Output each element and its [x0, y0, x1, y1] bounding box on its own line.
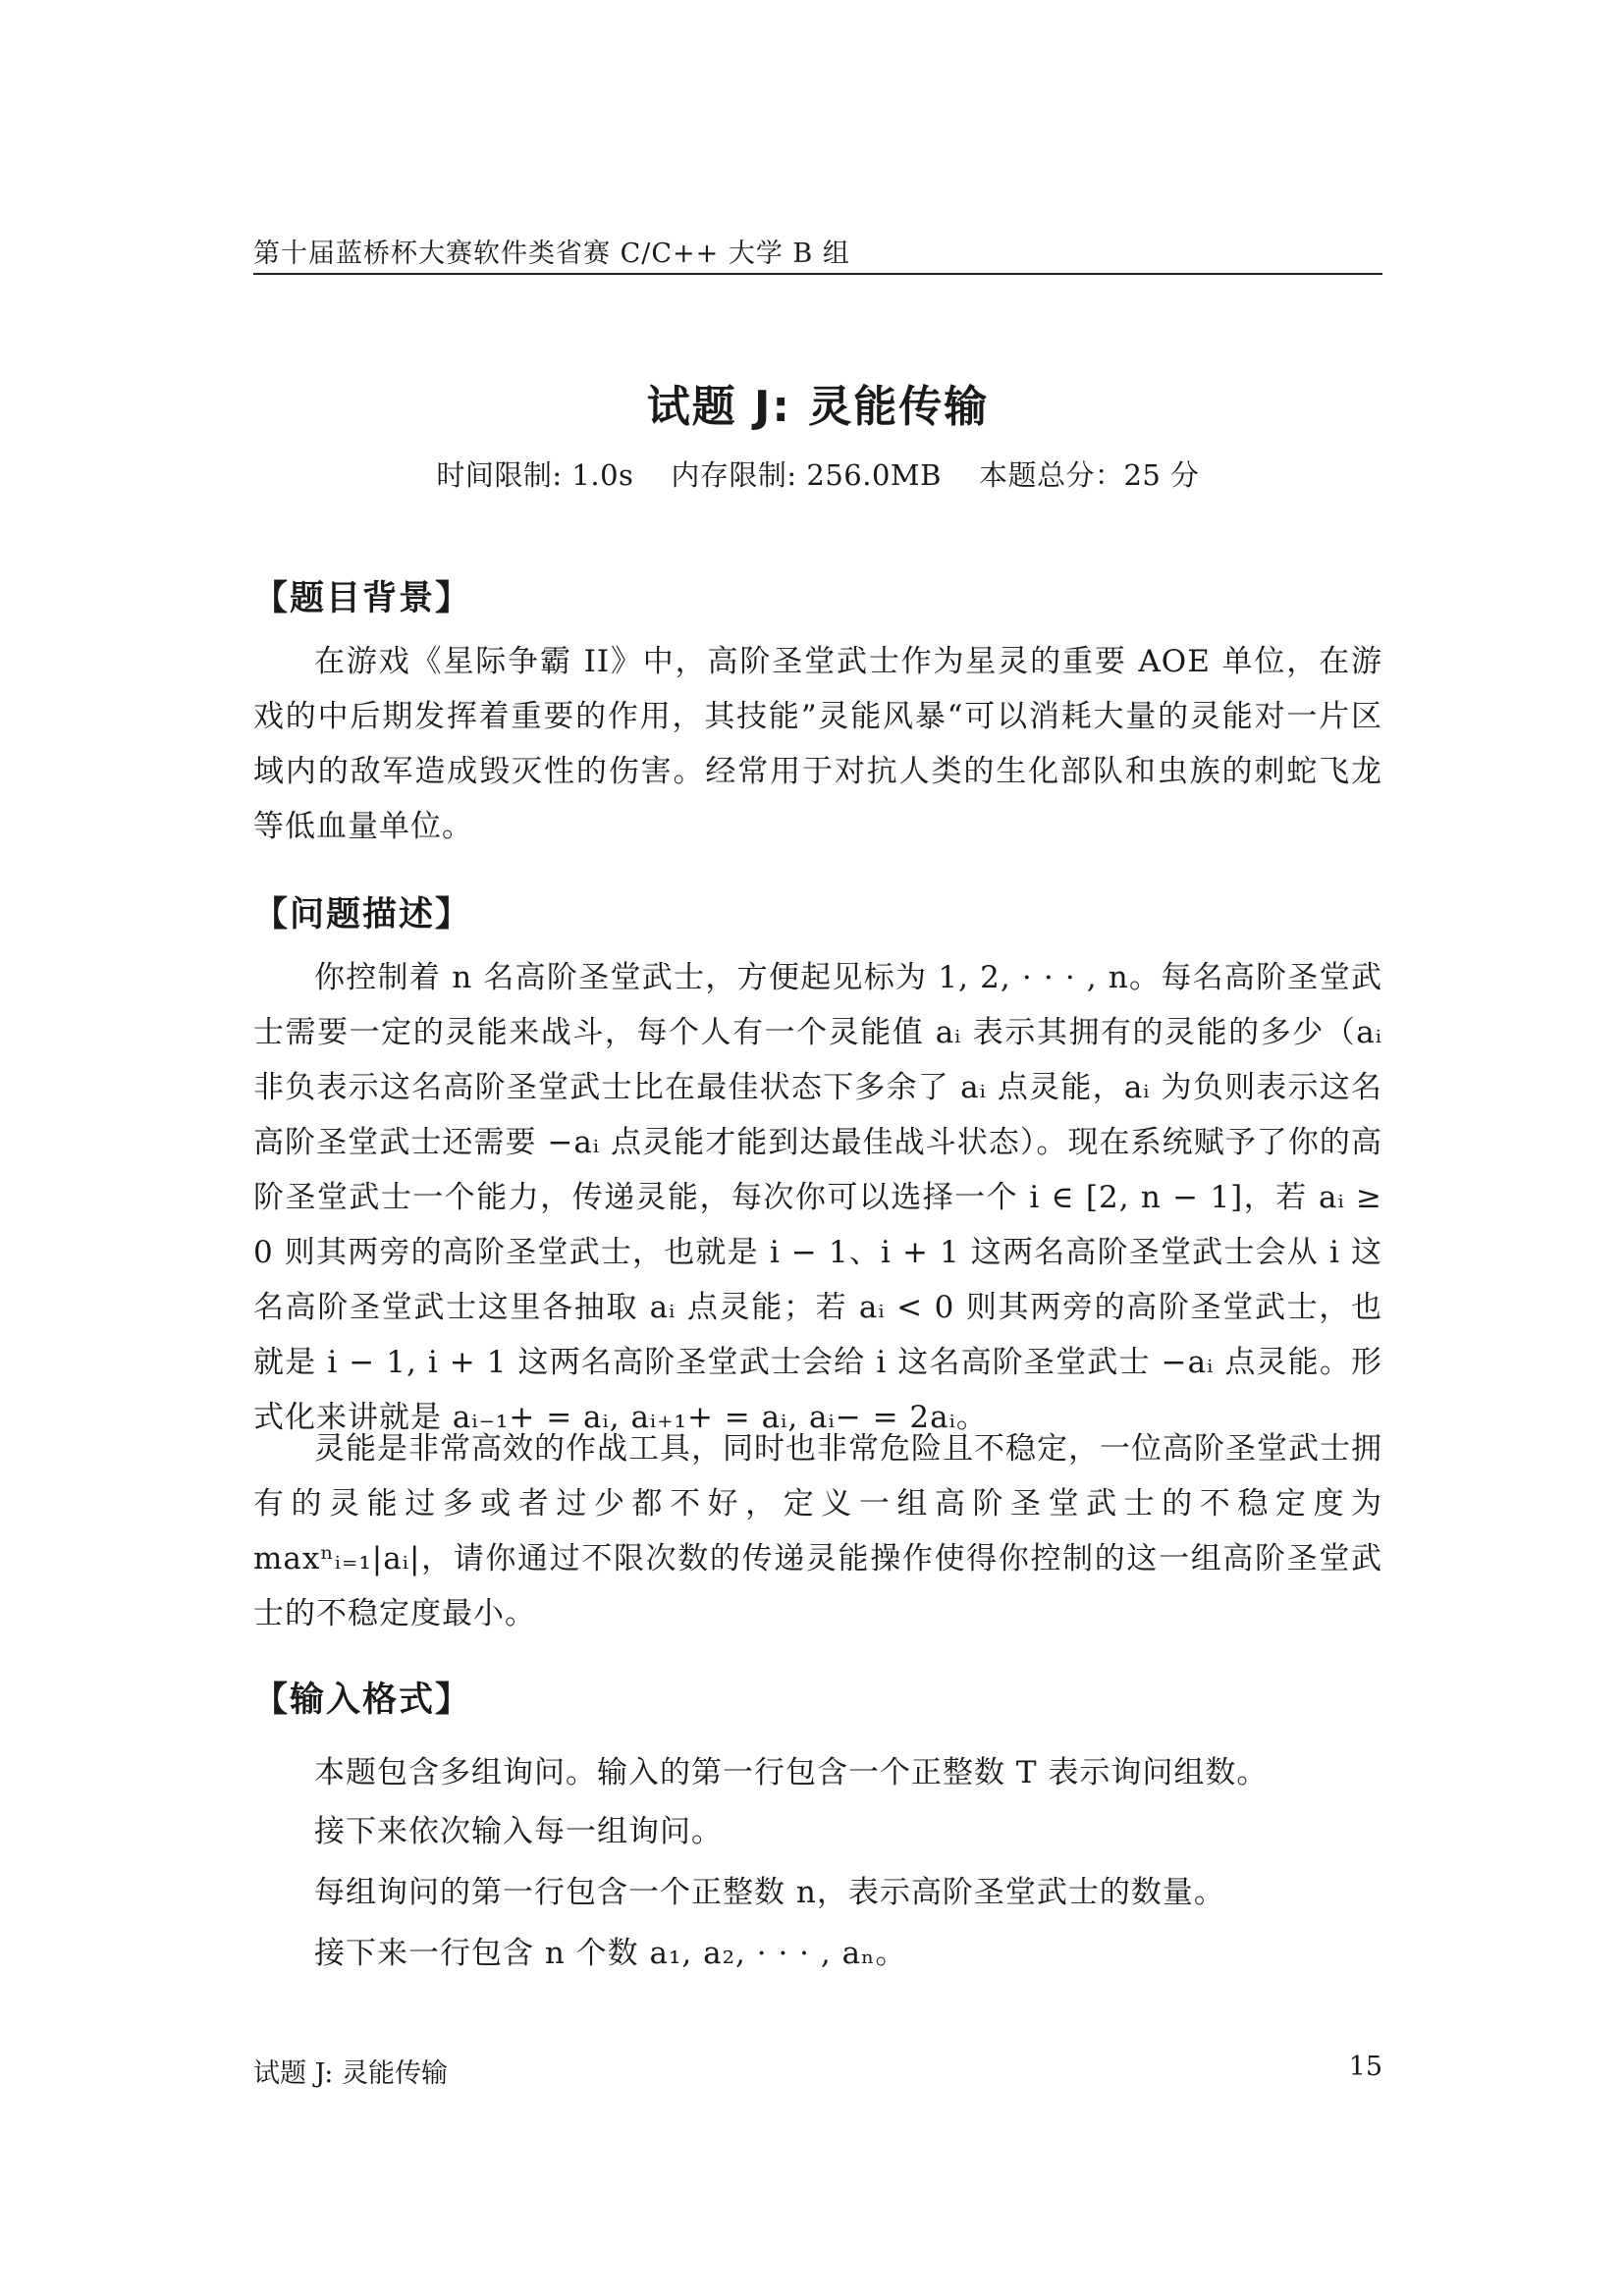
section-heading-background: 【题目背景】: [253, 579, 472, 618]
time-limit: 时间限制: 1.0s: [436, 458, 634, 492]
running-header: 第十届蓝桥杯大赛软件类省赛 C/C++ 大学 B 组: [253, 239, 850, 269]
section-heading-description: 【问题描述】: [253, 895, 472, 934]
memory-limit: 内存限制: 256.0MB: [671, 458, 942, 492]
description-paragraph-2: 灵能是非常高效的作战工具，同时也非常危险且不稳定，一位高阶圣堂武士拥有的灵能过多或者过少都不好，定义一组高阶圣堂武士的不稳定度为 maxⁿᵢ₌₁|aᵢ|，请你通过不限次数的传递灵能操作使得你控制的这一组高阶圣堂武士的不稳定度最小。: [253, 1431, 1382, 1631]
background-paragraph: 在游戏《星际争霸 II》中，高阶圣堂武士作为星灵的重要 AOE 单位，在游戏的中后期发挥着重要的作用，其技能”灵能风暴“可以消耗大量的灵能对一片区域内的敌军造成毁灭性的伤害。经常用于对抗人类的生化部队和虫族的刺蛇飞龙等低血量单位。: [253, 644, 1382, 844]
input-line-3: 每组询问的第一行包含一个正整数 n，表示高阶圣堂武士的数量。: [314, 1875, 1225, 1910]
total-score: 本题总分：25 分: [978, 458, 1200, 492]
input-line-2: 接下来依次输入每一组询问。: [314, 1814, 723, 1849]
section-heading-input: 【输入格式】: [253, 1681, 472, 1720]
description-paragraph-1: 你控制着 n 名高阶圣堂武士，方便起见标为 1, 2, · · · , n。每名高阶圣堂武士需要一定的灵能来战斗，每个人有一个灵能值 aᵢ 表示其拥有的灵能的多少（aᵢ 非负表示这名高阶圣堂武士比在最佳状态下多余了 aᵢ 点灵能，aᵢ 为负则表示这名高阶圣堂武士还需要 −aᵢ 点灵能才能到达最佳战斗状态）。现在系统赋予了你的高阶圣堂武士一个能力，传递灵能，每次你可以选择一个 i ∈ [2, n − 1]，若 aᵢ ≥ 0 则其两旁的高阶圣堂武士，也就是 i − 1、i + 1 这两名高阶圣堂武士会从 i 这名高阶圣堂武士这里各抽取 aᵢ 点灵能；若 aᵢ < 0 则其两旁的高阶圣堂武士，也就是 i − 1, i + 1 这两名高阶圣堂武士会给 i 这名高阶圣堂武士 −aᵢ 点灵能。形式化来讲就是 aᵢ₋₁+ = aᵢ, aᵢ₊₁+ = aᵢ, aᵢ− = 2aᵢ。: [253, 960, 1382, 1435]
problem-limits: [253, 454, 1382, 494]
header-rule: [253, 273, 1382, 275]
problem-title: 试题 J: 灵能传输: [646, 382, 990, 432]
footer-section-name: 试题 J: 灵能传输: [253, 2058, 448, 2089]
input-line-4: 接下来一行包含 n 个数 a₁, a₂, · · · , aₙ。: [314, 1936, 907, 1971]
input-line-1: 本题包含多组询问。输入的第一行包含一个正整数 T 表示询问组数。: [314, 1755, 1269, 1790]
page-number: 15: [1348, 2052, 1382, 2082]
